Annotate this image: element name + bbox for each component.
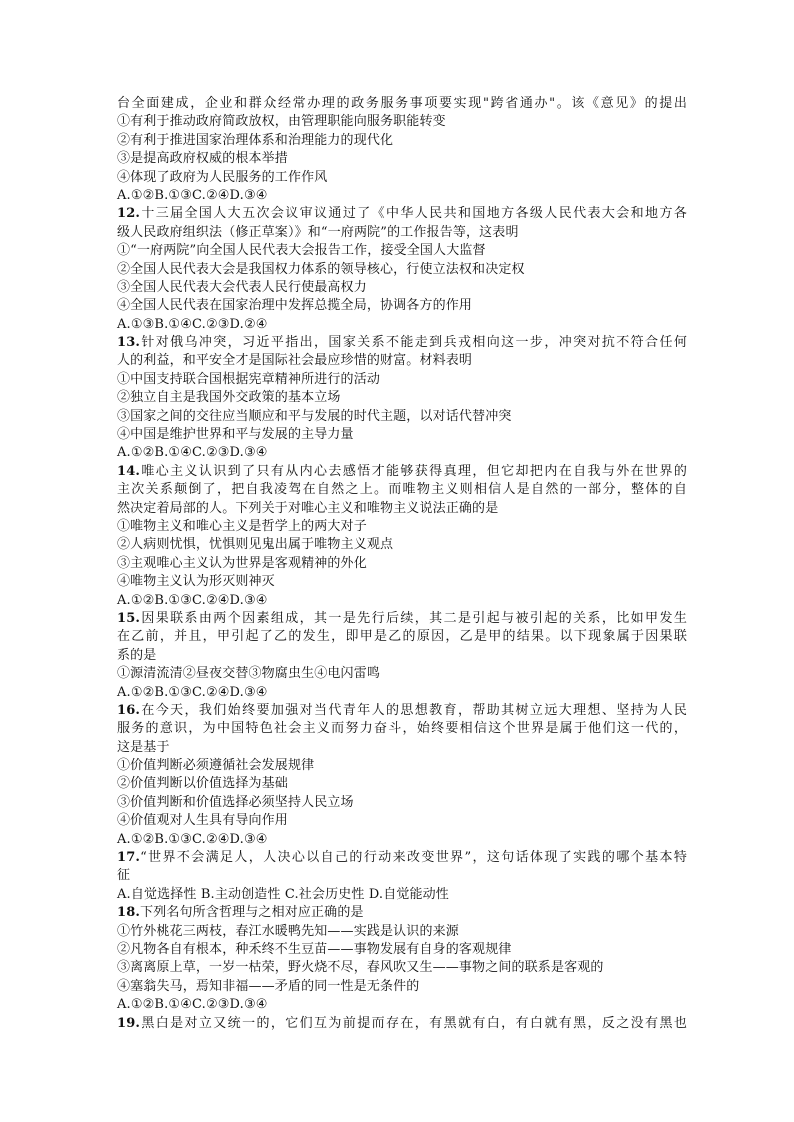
line-text: ②独立自主是我国外交政策的基本立场 xyxy=(117,390,341,406)
line-text: ③离离原上草，一岁一枯荣，野火烧不尽，春风吹又生——事物之间的联系是客观的 xyxy=(117,960,604,976)
line-text: ③全国人民代表大会代表人民行使最高权力 xyxy=(117,279,367,295)
text-line xyxy=(117,665,687,683)
question-number: 19. xyxy=(117,1015,141,1031)
question-number: 13. xyxy=(117,335,141,351)
question-number: 15. xyxy=(117,610,141,626)
question-stem xyxy=(117,1015,687,1033)
question-q19 xyxy=(117,1015,687,1033)
question-q14 xyxy=(117,463,687,610)
question-q12 xyxy=(117,205,687,334)
text-line xyxy=(117,739,687,757)
line-text: ①有利于推动政府简政放权，由管理职能向服务职能转变 xyxy=(117,114,446,130)
line-text: 在今天，我们始终要加强对当代青年人的思想教育，帮助其树立远大理想、坚持为人民 xyxy=(140,702,687,718)
text-line xyxy=(117,996,687,1014)
line-text: 因果联系由两个因素组成，其一是先行后续，其二是引起与被引起的关系，比如甲发生 xyxy=(140,610,687,626)
text-line xyxy=(117,867,687,885)
question-q11 xyxy=(117,95,687,205)
line-text: 服务的意识，为中国特色社会主义而努力奋斗，始终要相信这个世界是属于他们这一代的， xyxy=(117,721,687,737)
text-line xyxy=(117,261,687,279)
question-q18 xyxy=(117,904,687,1014)
question-stem xyxy=(117,463,687,481)
text-line xyxy=(117,812,687,830)
text-line xyxy=(117,426,687,444)
text-line xyxy=(117,684,687,702)
text-line xyxy=(117,371,687,389)
text-line xyxy=(117,444,687,462)
text-line xyxy=(117,518,687,536)
text-line xyxy=(117,978,687,996)
line-text: A.①②B.①③C.②④D.③④ xyxy=(117,592,268,608)
line-text: A.①②B.①③C.②④D.③④ xyxy=(117,187,268,203)
line-text: A.自觉选择性 B.主动创造性 C.社会历史性 D.自觉能动性 xyxy=(117,886,449,902)
line-text: 黑白是对立又统一的，它们互为前提而存在，有黑就有白，有白就有黑，反之没有黑也 xyxy=(140,1015,687,1031)
question-q17 xyxy=(117,849,687,904)
line-text: ③国家之间的交往应当顺应和平与发展的时代主题，以对话代替冲突 xyxy=(117,408,512,424)
text-line xyxy=(117,279,687,297)
text-line xyxy=(117,132,687,150)
text-line xyxy=(117,592,687,610)
question-stem xyxy=(117,334,687,352)
line-text: ④体现了政府为人民服务的工作作风 xyxy=(117,169,328,185)
line-text: A.①②B.①④C.②③D.③④ xyxy=(117,997,268,1013)
text-line xyxy=(117,886,687,904)
line-text: A.①②B.①③C.②④D.③④ xyxy=(117,684,268,700)
line-text: ②凡物各自有根本，种禾终不生豆苗——事物发展有自身的客观规律 xyxy=(117,941,512,957)
question-q13 xyxy=(117,334,687,463)
line-text: 下列名句所含哲理与之相对应正确的是 xyxy=(140,905,364,921)
line-text: 针对俄乌冲突，习近平指出，国家关系不能走到兵戎相向这一步，冲突对抗不符合任何 xyxy=(140,335,687,351)
line-text: A.①②B.①③C.②④D.③④ xyxy=(117,831,268,847)
line-text: ③价值判断和价值选择必须坚持人民立场 xyxy=(117,794,354,810)
text-line xyxy=(117,113,687,131)
question-number: 17. xyxy=(117,850,141,866)
text-line xyxy=(117,297,687,315)
line-text: ③是提高政府权威的根本举措 xyxy=(117,151,288,167)
question-stem xyxy=(117,849,687,867)
text-line xyxy=(117,923,687,941)
question-q16 xyxy=(117,702,687,849)
line-text: A.①③B.①④C.②③D.②④ xyxy=(117,316,268,332)
text-line xyxy=(117,352,687,370)
text-line xyxy=(117,95,687,113)
question-number: 12. xyxy=(117,206,141,222)
line-text: 人的利益，和平安全才是国际社会最应珍惜的财富。材料表明 xyxy=(117,353,473,369)
line-text: ③主观唯心主义认为世界是客观精神的外化 xyxy=(117,555,367,571)
line-text: ①唯物主义和唯心主义是哲学上的两大对子 xyxy=(117,518,367,534)
line-text: 十三届全国人大五次会议审议通过了《中华人民共和国地方各级人民代表大会和地方各 xyxy=(140,206,687,222)
question-number: 14. xyxy=(117,463,141,479)
question-number: 18. xyxy=(117,905,141,921)
line-text: ②人病则忧惧，忧惧则见鬼出属于唯物主义观点 xyxy=(117,537,394,553)
question-stem xyxy=(117,904,687,922)
line-text: ④价值观对人生具有导向作用 xyxy=(117,813,288,829)
text-line xyxy=(117,831,687,849)
line-text: 系的是 xyxy=(117,647,157,663)
text-line xyxy=(117,187,687,205)
line-text: ④全国人民代表在国家治理中发挥总揽全局，协调各方的作用 xyxy=(117,298,473,314)
text-line xyxy=(117,536,687,554)
line-text: 唯心主义认识到了只有从内心去感悟才能够获得真理，但它却把内在自我与外在世界的 xyxy=(140,463,687,479)
line-text: 在乙前，并且，甲引起了乙的发生，即甲是乙的原因，乙是甲的结果。以下现象属于因果联 xyxy=(117,629,687,645)
text-line xyxy=(117,150,687,168)
line-text: 这是基于 xyxy=(117,739,170,755)
question-stem xyxy=(117,610,687,628)
line-text: 台全面建成，企业和群众经常办理的政务服务事项要实现"跨省通办"。该《意见》的提出 xyxy=(117,96,687,111)
line-text: ②价值判断以价值选择为基础 xyxy=(117,776,288,792)
text-line xyxy=(117,573,687,591)
text-line xyxy=(117,408,687,426)
line-text: ④唯物主义认为形灭则神灭 xyxy=(117,574,275,590)
line-text: ②有利于推进国家治理体系和治理能力的现代化 xyxy=(117,132,394,148)
text-line xyxy=(117,647,687,665)
text-line xyxy=(117,757,687,775)
line-text: ④塞翁失马，焉知非福——矛盾的同一性是无条件的 xyxy=(117,978,420,994)
line-text: A.①②B.①④C.②③D.③④ xyxy=(117,445,268,461)
text-line xyxy=(117,389,687,407)
question-number: 16. xyxy=(117,702,141,718)
text-line xyxy=(117,628,687,646)
line-text: ①价值判断必须遵循社会发展规律 xyxy=(117,758,315,774)
text-line xyxy=(117,224,687,242)
question-list xyxy=(117,95,687,1033)
line-text: ④中国是维护世界和平与发展的主导力量 xyxy=(117,427,354,443)
text-line xyxy=(117,941,687,959)
text-line xyxy=(117,720,687,738)
line-text: ①竹外桃花三两枝，春江水暖鸭先知——实践是认识的来源 xyxy=(117,923,459,939)
question-q15 xyxy=(117,610,687,702)
line-text: 然决定着局部的人。下列关于对唯心主义和唯物主义说法正确的是 xyxy=(117,500,499,516)
line-text: 级人民政府组织法（修正草案）》和“一府两院”的工作报告等，这表明 xyxy=(117,224,519,240)
text-line xyxy=(117,775,687,793)
line-text: 征 xyxy=(117,868,131,884)
text-line xyxy=(117,555,687,573)
line-text: ①中国支持联合国根据宪章精神所进行的活动 xyxy=(117,371,381,387)
question-stem xyxy=(117,702,687,720)
line-text: ①“一府两院”向全国人民代表大会报告工作，接受全国人大监督 xyxy=(117,243,486,259)
text-line xyxy=(117,169,687,187)
line-text: ②全国人民代表大会是我国权力体系的领导核心，行使立法权和决定权 xyxy=(117,261,525,277)
question-stem xyxy=(117,205,687,223)
text-line xyxy=(117,481,687,499)
text-line xyxy=(117,500,687,518)
text-line xyxy=(117,794,687,812)
line-text: ①源清流清②昼夜交替③物腐虫生④电闪雷鸣 xyxy=(117,666,381,682)
line-text: 主次关系颠倒了，把自我凌驾在自然之上。而唯物主义则相信人是自然的一部分，整体的自 xyxy=(117,482,687,498)
line-text: “世界不会满足人，人决心以自己的行动来改变世界”，这句话体现了实践的哪个基本特 xyxy=(140,850,687,866)
text-line xyxy=(117,959,687,977)
text-line xyxy=(117,316,687,334)
text-line xyxy=(117,242,687,260)
